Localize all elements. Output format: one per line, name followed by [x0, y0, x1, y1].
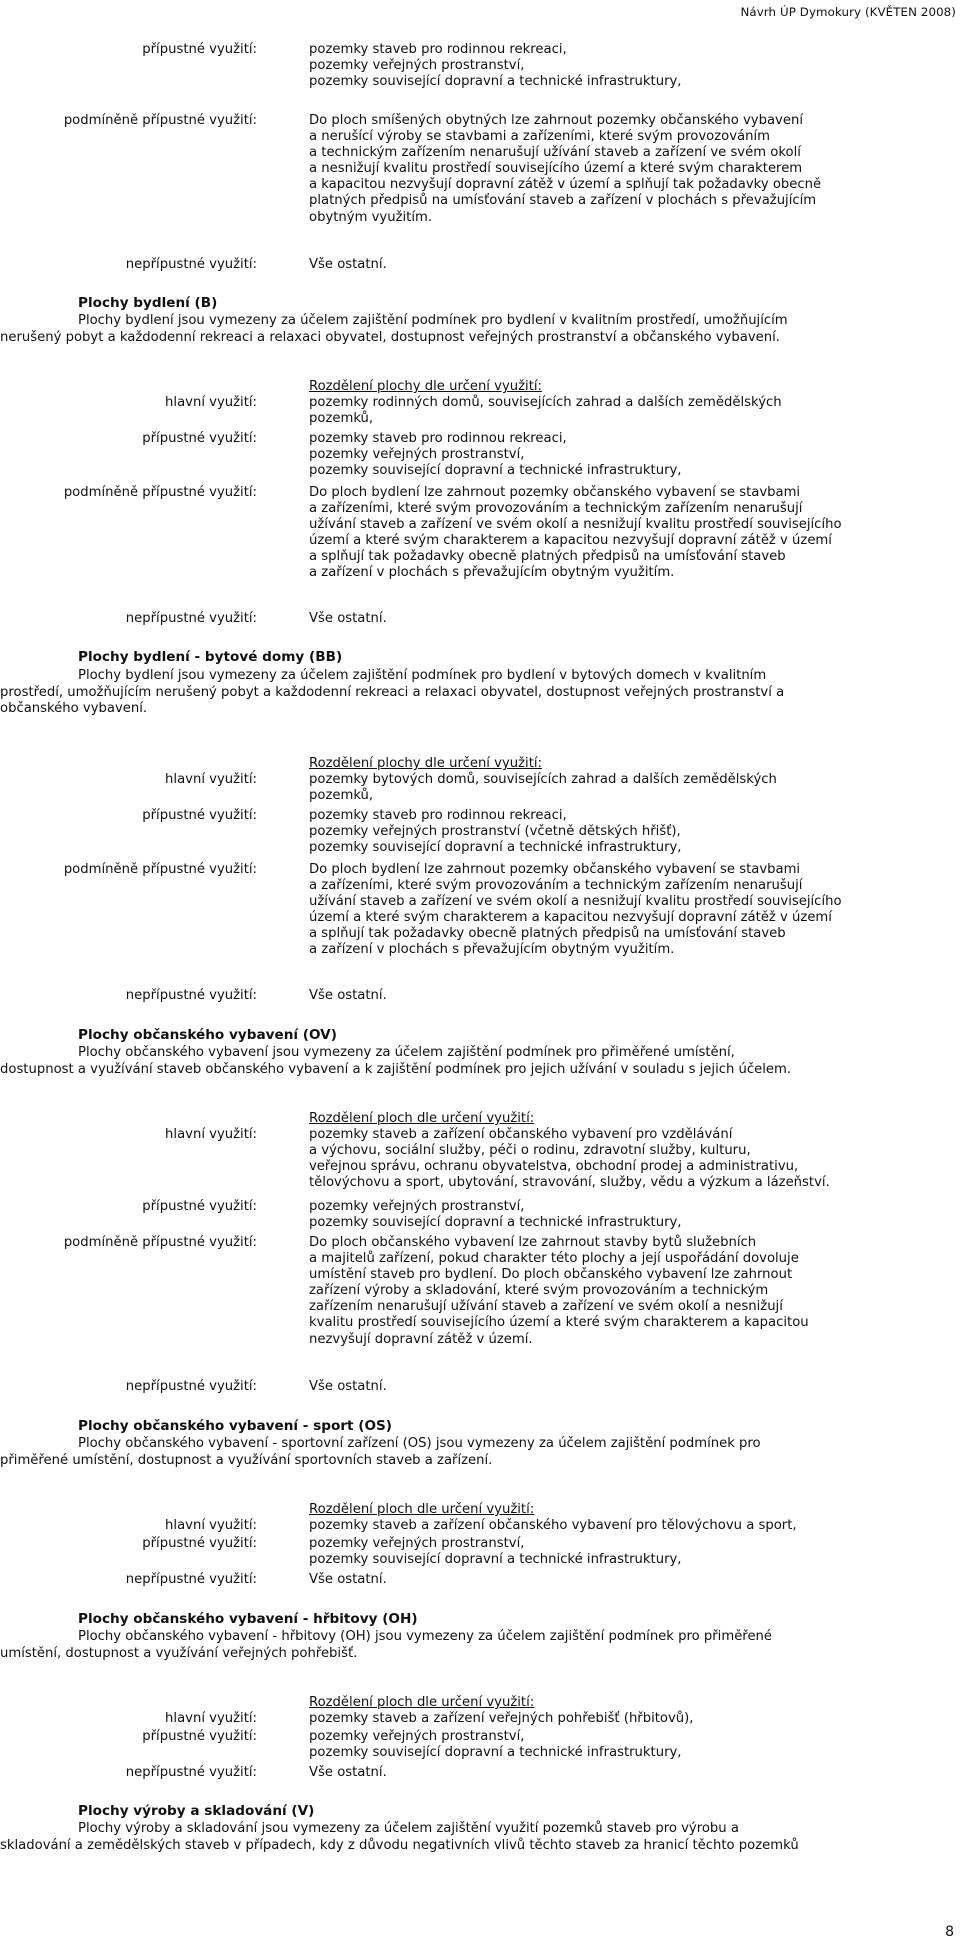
section-paragraph	[0, 1629, 960, 1662]
text-line: užívání staveb a zařízení ve svém okolí a nesnižují kvalitu prostředí souvisejícího	[309, 894, 842, 910]
usage-label: hlavní využití:	[165, 772, 257, 787]
usage-label: podmíněně přípustné využití:	[63, 485, 257, 500]
section-title: Plochy bydlení (B)	[78, 295, 218, 311]
text-line: zařízením nenarušují užívání staveb a zařízení ve svém okolí a nesnižují	[309, 1299, 783, 1315]
usage-values	[309, 431, 681, 479]
text-line: území a které svým charakterem a kapacitou nezvyšují dopravní zátěž v území	[309, 533, 832, 549]
text-line: pozemky veřejných prostranství (včetně dětských hřišť),	[309, 824, 681, 840]
text-line: Plochy občanského vybavení - hřbitovy (OH) jsou vymezeny za účelem zajištění podmínek pro přiměřené	[78, 1629, 773, 1644]
text-line: a zařízení v plochách s převažujícím obytným využitím.	[309, 565, 675, 581]
text-line: Plochy občanského vybavení - sportovní zařízení (OS) jsou vymezeny za účelem zajištění podmínek pro	[78, 1436, 761, 1451]
text-line: pozemky staveb a zařízení veřejných pohřebišť (hřbitovů),	[309, 1711, 694, 1726]
usage-caption: Rozdělení ploch dle určení využití:	[309, 1502, 535, 1517]
usage-label: hlavní využití:	[165, 1711, 257, 1726]
usage-label: přípustné využití:	[142, 1729, 257, 1744]
usage-values	[309, 1572, 387, 1588]
text-line: pozemky veřejných prostranství,	[309, 1199, 525, 1214]
page-header: Návrh ÚP Dymokury (KVĚTEN 2008)	[740, 5, 956, 19]
text-line: a zařízeními, které svým provozováním a technickým zařízením nenarušují	[309, 501, 803, 517]
text-line: pozemky související dopravní a technické infrastruktury,	[309, 1215, 682, 1231]
usage-label: přípustné využití:	[142, 42, 257, 57]
text-line: Plochy občanského vybavení jsou vymezeny za účelem zajištění podmínek pro přiměřené umístění,	[78, 1045, 735, 1060]
text-line: a zařízení v plochách s převažujícím obytným využitím.	[309, 942, 675, 958]
usage-values	[309, 1127, 830, 1191]
section-title: Plochy občanského vybavení - sport (OS)	[78, 1418, 393, 1434]
usage-label: nepřípustné využití:	[125, 257, 257, 272]
usage-values	[309, 772, 777, 804]
usage-values	[309, 485, 842, 582]
text-line: Do ploch bydlení lze zahrnout pozemky občanského vybavení se stavbami	[309, 862, 801, 877]
text-line: a kapacitou nezvyšují dopravní zátěž v území a splňují tak požadavky obecně	[309, 177, 822, 193]
usage-label: nepřípustné využití:	[125, 611, 257, 626]
text-line: pozemky související dopravní a technické infrastruktury,	[309, 74, 682, 90]
text-line: veřejnou správu, ochranu obyvatelstva, obchodní prodej a administrativu,	[309, 1159, 799, 1175]
usage-label: nepřípustné využití:	[125, 1379, 257, 1394]
text-line: a majitelů zařízení, pokud charakter této plochy a její uspořádání dovoluje	[309, 1251, 799, 1267]
text-line: umístění, dostupnost a využívání veřejných pohřebišť.	[0, 1645, 358, 1661]
usage-values	[309, 862, 842, 959]
usage-values	[309, 257, 387, 273]
usage-values	[309, 42, 681, 90]
text-line: pozemků,	[309, 411, 374, 427]
text-line: pozemky staveb pro rodinnou rekreaci,	[309, 808, 567, 823]
usage-values	[309, 113, 821, 226]
text-line: a výchovu, sociální služby, péči o rodinu, zdravotní služby, kulturu,	[309, 1143, 751, 1159]
usage-values	[309, 808, 681, 856]
text-line: Plochy bydlení jsou vymezeny za účelem zajištění podmínek pro bydlení v bytových domech v kvalitním	[78, 668, 767, 683]
text-line: pozemky staveb a zařízení občanského vybavení pro vzdělávání	[309, 1127, 733, 1142]
text-line: a splňují tak požadavky obecně platných předpisů na umísťování staveb	[309, 549, 786, 565]
text-line: Vše ostatní.	[309, 611, 387, 626]
usage-values	[309, 1711, 694, 1727]
text-line: pozemky veřejných prostranství,	[309, 1729, 525, 1744]
usage-values	[309, 988, 387, 1004]
text-line: a nerušící výroby se stavbami a zařízeními, které svým provozováním	[309, 129, 770, 145]
text-line: občanského vybavení.	[0, 701, 148, 717]
usage-caption: Rozdělení ploch dle určení využití:	[309, 1111, 535, 1126]
text-line: zařízení výroby a skladování, které svým provozováním a technickým	[309, 1283, 769, 1299]
text-line: kvalitu prostředí souvisejícího území a které svým charakterem a kapacitou	[309, 1315, 809, 1331]
text-line: užívání staveb a zařízení ve svém okolí a nesnižují kvalitu prostředí souvisejícího	[309, 517, 842, 533]
section-paragraph	[0, 1436, 960, 1469]
usage-label: přípustné využití:	[142, 1536, 257, 1551]
usage-values	[309, 1518, 797, 1534]
text-line: a nesnižují kvalitu prostředí souvisejícího území a které svým charakterem	[309, 161, 803, 177]
text-line: pozemky veřejných prostranství,	[309, 58, 525, 74]
section-paragraph	[0, 668, 960, 718]
usage-label: přípustné využití:	[142, 808, 257, 823]
usage-label: nepřípustné využití:	[125, 988, 257, 1003]
section-paragraph	[0, 313, 960, 346]
usage-values	[309, 1199, 681, 1231]
usage-label: hlavní využití:	[165, 1518, 257, 1533]
text-line: pozemky související dopravní a technické infrastruktury,	[309, 1745, 682, 1761]
text-line: pozemků,	[309, 788, 374, 804]
section-title: Plochy občanského vybavení - hřbitovy (OH)	[78, 1611, 418, 1627]
usage-caption: Rozdělení ploch dle určení využití:	[309, 1695, 535, 1710]
text-line: Do ploch smíšených obytných lze zahrnout pozemky občanského vybavení	[309, 113, 803, 128]
text-line: Vše ostatní.	[309, 1765, 387, 1780]
usage-label: nepřípustné využití:	[125, 1765, 257, 1780]
section-title: Plochy bydlení - bytové domy (BB)	[78, 649, 343, 665]
usage-label: přípustné využití:	[142, 1199, 257, 1214]
text-line: a technickým zařízením nenarušují užívání staveb a zařízení ve svém okolí	[309, 145, 801, 161]
text-line: Do ploch bydlení lze zahrnout pozemky občanského vybavení se stavbami	[309, 485, 801, 500]
page-number: 8	[945, 1924, 954, 1940]
usage-label: podmíněně přípustné využití:	[63, 1235, 257, 1250]
usage-label: hlavní využití:	[165, 1127, 257, 1142]
usage-values	[309, 611, 387, 627]
text-line: Vše ostatní.	[309, 1572, 387, 1587]
text-line: platných předpisů na umísťování staveb a zařízení v plochách s převažujícím	[309, 193, 817, 209]
text-line: pozemky související dopravní a technické infrastruktury,	[309, 463, 682, 479]
text-line: tělovýchovu a sport, ubytování, stravování, služby, vědu a výzkum a lázeňství.	[309, 1175, 830, 1191]
text-line: nerušený pobyt a každodenní rekreaci a relaxaci obyvatel, dostupnost veřejných prostranství a občanského vybavení.	[0, 329, 780, 345]
usage-label: podmíněně přípustné využití:	[63, 113, 257, 128]
text-line: pozemky staveb pro rodinnou rekreaci,	[309, 431, 567, 446]
usage-values	[309, 1729, 681, 1761]
text-line: a zařízeními, které svým provozováním a technickým zařízením nenarušují	[309, 878, 803, 894]
section-title: Plochy výroby a skladování (V)	[78, 1803, 315, 1819]
text-line: území a které svým charakterem a kapacitou nezvyšují dopravní zátěž v území	[309, 910, 832, 926]
text-line: Plochy výroby a skladování jsou vymezeny za účelem zajištění využití pozemků staveb pro výrobu a	[78, 1821, 739, 1836]
text-line: skladování a zemědělských staveb v případech, kdy z důvodu negativních vlivů těchto staveb za hranicí těchto pozemků	[0, 1837, 799, 1853]
usage-values	[309, 1235, 809, 1348]
text-line: pozemky související dopravní a technické infrastruktury,	[309, 1552, 682, 1568]
text-line: dostupnost a využívání staveb občanského vybavení a k zajištění podmínek pro jejich užívání v souladu s jejich účelem.	[0, 1061, 792, 1077]
usage-label: přípustné využití:	[142, 431, 257, 446]
text-line: nezvyšují dopravní zátěž v území.	[309, 1331, 533, 1347]
text-line: přiměřené umístění, dostupnost a využívání sportovních staveb a zařízení.	[0, 1452, 493, 1468]
text-line: Do ploch občanského vybavení lze zahrnout stavby bytů služebních	[309, 1235, 757, 1250]
text-line: pozemky staveb pro rodinnou rekreaci,	[309, 42, 567, 57]
text-line: obytným využitím.	[309, 209, 433, 225]
usage-values	[309, 395, 782, 427]
text-line: pozemky veřejných prostranství,	[309, 447, 525, 463]
usage-caption: Rozdělení plochy dle určení využití:	[309, 756, 542, 771]
usage-values	[309, 1765, 387, 1781]
text-line: a splňují tak požadavky obecně platných předpisů na umísťování staveb	[309, 926, 786, 942]
usage-values	[309, 1536, 681, 1568]
section-paragraph	[0, 1045, 960, 1078]
usage-caption: Rozdělení plochy dle určení využití:	[309, 379, 542, 394]
section-title: Plochy občanského vybavení (OV)	[78, 1027, 337, 1043]
text-line: pozemky rodinných domů, souvisejících zahrad a dalších zemědělských	[309, 395, 782, 410]
text-line: Vše ostatní.	[309, 988, 387, 1003]
section-paragraph	[0, 1821, 960, 1854]
text-line: prostředí, umožňujícím nerušený pobyt a každodenní rekreaci a relaxaci obyvatel, dostupnost veřejných prostranství a	[0, 684, 785, 700]
usage-label: nepřípustné využití:	[125, 1572, 257, 1587]
usage-label: hlavní využití:	[165, 395, 257, 410]
usage-label: podmíněně přípustné využití:	[63, 862, 257, 877]
text-line: Vše ostatní.	[309, 1379, 387, 1394]
text-line: umístění staveb pro bydlení. Do ploch občanského vybavení lze zahrnout	[309, 1267, 793, 1283]
text-line: pozemky související dopravní a technické infrastruktury,	[309, 840, 682, 856]
usage-values	[309, 1379, 387, 1395]
text-line: Plochy bydlení jsou vymezeny za účelem zajištění podmínek pro bydlení v kvalitním prostředí, umožňujícím	[78, 313, 788, 328]
text-line: pozemky veřejných prostranství,	[309, 1536, 525, 1551]
text-line: pozemky staveb a zařízení občanského vybavení pro tělovýchovu a sport,	[309, 1518, 797, 1533]
text-line: pozemky bytových domů, souvisejících zahrad a dalších zemědělských	[309, 772, 777, 787]
text-line: Vše ostatní.	[309, 257, 387, 272]
